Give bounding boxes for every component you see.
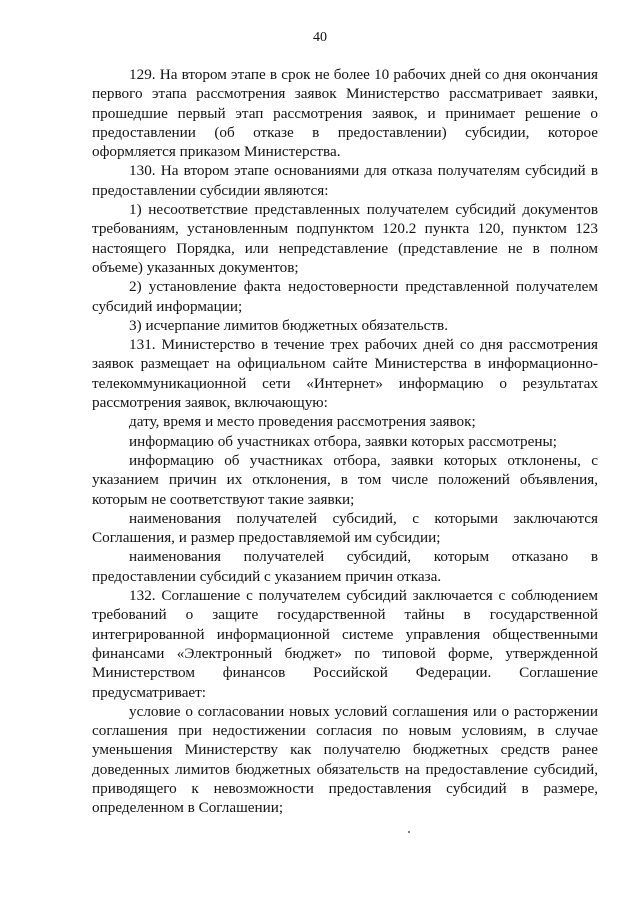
document-body [92, 65, 598, 818]
list-item-130-2: 2) установление факта недостоверности представленной получателем субсидий информации; [92, 278, 598, 315]
list-item-131-date: дату, время и место проведения рассмотрения заявок; [129, 413, 476, 431]
list-item-132-condition: условие о согласовании новых условий соглашения или о расторжении соглашения при недостижении согласия по новым условиям, в случае уменьшения Министерству как получателю бюджетных средств ранее доведенных лимитов бюджетных обязательств на предоставление субсидий, приводящего к невозможности предоставления субсидий в размере, определенном в Соглашении; [92, 702, 598, 817]
list-item-130-3: 3) исчерпание лимитов бюджетных обязательств. [129, 316, 449, 334]
paragraph-131: 131. Министерство в течение трех рабочих дней со дня рассмотрения заявок размещает на официальном сайте Министерства в информационно-телекоммуникационной сети «Интернет» информацию о результатах рассмотрения заявок, включающую: [92, 336, 598, 412]
scan-speck [408, 831, 410, 833]
paragraph-130: 130. На втором этапе основаниями для отказа получателям субсидий в предоставлении субсидии являются: [92, 162, 598, 199]
paragraph-129: 129. На втором этапе в срок не более 10 рабочих дней со дня окончания первого этапа рассмотрения заявок Министерство рассматривает заявки, прошедшие первый этап рассмотрения заявок, и принимает решение о предоставлении (об отказе в предоставлении) субсидии, которое оформляется приказом Министерства. [92, 66, 598, 161]
list-item-131-refused: наименования получателей субсидий, которым отказано в предоставлении субсидий с указанием причин отказа. [92, 548, 598, 585]
list-item-130-1: 1) несоответствие представленных получателем субсидий документов требованиям, установленным подпунктом 120.2 пункта 120, пунктом 123 настоящего Порядка, или непредставление (представление не в полном объеме) указанных документов; [92, 201, 598, 276]
list-item-131-reviewed: информацию об участниках отбора, заявки которых рассмотрены; [129, 432, 557, 450]
list-item-131-recipients: наименования получателей субсидий, с которыми заключаются Соглашения, и размер предоставляемой им субсидии; [92, 509, 598, 547]
list-item-131-rejected: информацию об участниках отбора, заявки которых отклонены, с указанием причин их отклонения, в том числе положений объявления, которым не соответствуют такие заявки; [92, 451, 598, 508]
page-number: 40 [313, 30, 327, 45]
paragraph-132: 132. Соглашение с получателем субсидий заключается с соблюдением требований о защите государственной тайны в государственной интегрированной информационной системе управления общественными финансами «Электронный бюджет» по типовой форме, утвержденной Министерством финансов Российской Федерации. Соглашение предусматривает: [92, 587, 598, 701]
